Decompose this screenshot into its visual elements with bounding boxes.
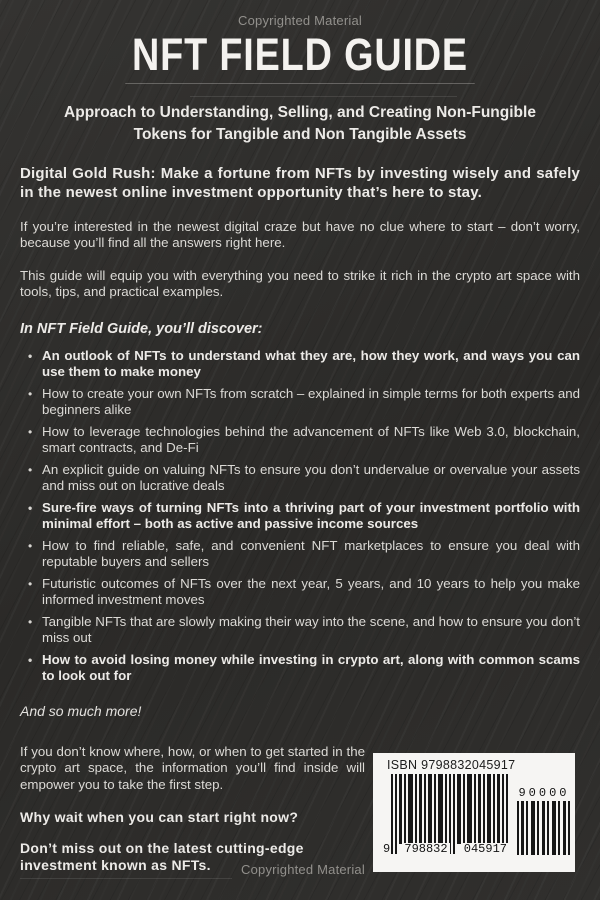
and-more-text: And so much more! [20,702,142,719]
book-subtitle [0,102,600,146]
bullet-item: • Tangible NFTs that are slowly making their way into the scene, and how to ensure you don’t miss out [42,614,580,646]
supplement-digits: 90000 [518,786,570,800]
intro-paragraph-1: If you’re interested in the newest digital craze but have no clue where to start – don’t worry, because you’ll find all the answers right here. [20,218,580,250]
cta-question: Why wait when you can start right now? [20,809,299,825]
ean5-supplement-barcode [517,786,571,855]
cta-final: Don’t miss out on the latest cutting-edge investment known as NFTs. [20,840,304,873]
discover-heading: In NFT Field Guide, you’ll discover: [20,320,263,337]
subtitle-line-1: Approach to Understanding, Selling, and Creating Non-Fungible [64,103,536,121]
bottom-divider [20,878,232,879]
bullet-item: • How to create your own NFTs from scratch – explained in simple terms for both experts and beginners alike [42,386,580,418]
copyright-watermark-bottom: Copyrighted Material [241,862,365,877]
barcode-digits [383,843,509,855]
bullet-item: • How to avoid losing money while investing in crypto art, along with common scams to look out for [42,652,580,684]
bullet-item: • How to leverage technologies behind the advancement of NFTs like Web 3.0, blockchain, smart contracts, and De-Fi [42,424,580,456]
isbn-barcode-panel [373,753,575,872]
bullet-item: • Futuristic outcomes of NFTs over the next year, 5 years, and 10 years to help you make informed investment moves [42,576,580,608]
bullet-item: • How to find reliable, safe, and convenient NFT marketplaces to ensure you deal with reputable buyers and sellers [42,538,580,570]
ean13-barcode [383,774,509,855]
supplement-bars-icon [517,801,571,855]
bullet-list [20,348,580,684]
barcode-digit-prefix: 9 [383,842,391,856]
barcode-digit-group-1: 798832 [404,842,448,856]
barcode-digit-group-2: 045917 [463,842,507,856]
bullet-item: • Sure-fire ways of turning NFTs into a thriving part of your investment portfolio with minimal effort – both as active and passive income sources [42,500,580,532]
book-title: NFT FIELD GUIDE [125,30,474,84]
intro-paragraph-2: This guide will equip you with everything you need to strike it rich in the crypto art space with tools, tips, and practical examples. [20,267,580,299]
copyright-watermark-top: Copyrighted Material [238,13,362,28]
bullet-item: • An outlook of NFTs to understand what they are, how they work, and ways you can use them to make money [42,348,580,380]
subtitle-line-2: Tokens for Tangible and Non Tangible Assets [133,125,467,143]
closing-paragraph: If you don’t know where, how, or when to get started in the crypto art space, the information you’ll find inside will empower you to take the first step. [20,743,365,792]
isbn-label: ISBN 9798832045917 [387,758,516,772]
hook-paragraph: Digital Gold Rush: Make a fortune from NFTs by investing wisely and safely in the newest online investment opportunity that’s here to stay. [20,164,580,201]
subtitle-divider [190,96,457,97]
bullet-item: • An explicit guide on valuing NFTs to ensure you don’t undervalue or overvalue your assets and miss out on lucrative deals [42,462,580,494]
